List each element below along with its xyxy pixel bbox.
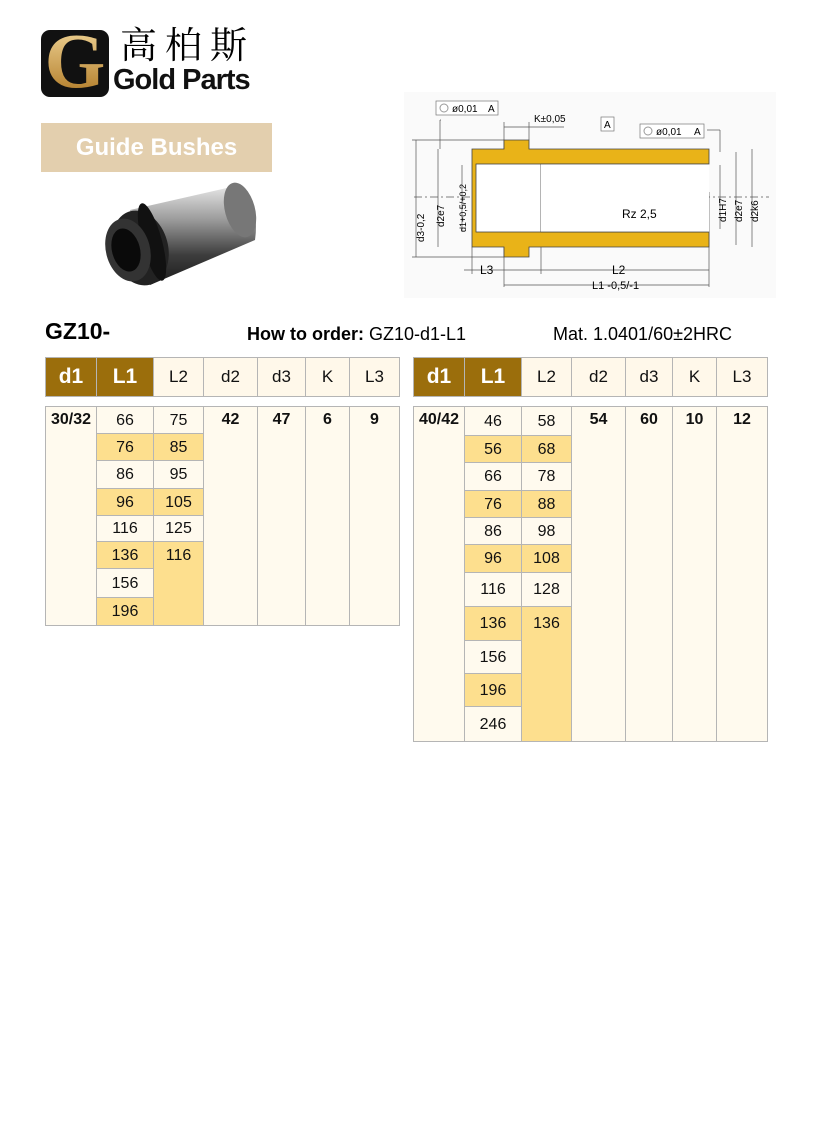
l1-value: 136	[464, 606, 522, 641]
l2-value: 78	[521, 462, 572, 491]
l1-value: 96	[96, 488, 154, 516]
l1-value: 86	[464, 517, 522, 545]
l1-value: 56	[464, 435, 522, 463]
d3-value: 47	[257, 406, 306, 626]
d1h7-label: d1H7	[718, 198, 729, 222]
l3-value: 12	[716, 406, 768, 742]
l1-value: 46	[464, 406, 522, 436]
l1-value: 76	[96, 433, 154, 461]
order-info	[247, 324, 466, 345]
l2-value: 88	[521, 490, 572, 518]
d1-value: 40/42	[413, 406, 465, 742]
d2k6-label: d2k6	[750, 200, 761, 222]
l1-value: 196	[464, 673, 522, 707]
guide-bush-photo	[90, 180, 270, 310]
brand-name: Gold Parts	[113, 64, 250, 96]
l1-value: 156	[96, 568, 154, 598]
concentricity-tolerance-right: ø0,01	[656, 127, 682, 138]
k-value: 6	[305, 406, 350, 626]
l1-value: 136	[96, 541, 154, 569]
l1-value: 156	[464, 640, 522, 674]
column-header-d3: d3	[625, 357, 673, 397]
l1-value: 196	[96, 597, 154, 626]
datum-ref-right: A	[694, 127, 701, 138]
l1-value: 86	[96, 460, 154, 489]
column-header-l2: L2	[153, 357, 204, 397]
d2-value: 54	[571, 406, 626, 742]
l2-value: 95	[153, 460, 204, 489]
concentricity-tolerance-left: ø0,01	[452, 104, 478, 115]
column-header-l1: L1	[96, 357, 154, 397]
l1-value: 246	[464, 706, 522, 742]
l3-value: 9	[349, 406, 400, 626]
product-code: GZ10-	[45, 318, 111, 344]
d2-value: 42	[203, 406, 258, 626]
d3-value: 60	[625, 406, 673, 742]
d1-label-left: d1+0,5/+0,2	[458, 183, 468, 232]
l2-value: 85	[153, 433, 204, 461]
l1-value: 116	[464, 572, 522, 607]
l1-value: 76	[464, 490, 522, 518]
column-header-l3: L3	[349, 357, 400, 397]
column-header-d1: d1	[45, 357, 97, 397]
l2-label: L2	[612, 263, 626, 277]
column-header-d2: d2	[203, 357, 258, 397]
order-label: How to order:	[247, 324, 364, 344]
section-banner: Guide Bushes	[41, 123, 272, 172]
column-header-l3: L3	[716, 357, 768, 397]
l2-value: 125	[153, 515, 204, 542]
order-value: GZ10-d1-L1	[369, 324, 467, 344]
d2-label-left: d2e7	[436, 204, 447, 227]
l2-value: 68	[521, 435, 572, 463]
column-header-d1: d1	[413, 357, 465, 397]
l2-value: 105	[153, 488, 204, 516]
column-header-d2: d2	[571, 357, 626, 397]
l1-label: L1 -0,5/-1	[592, 280, 640, 292]
l1-value: 116	[96, 515, 154, 542]
l2-value: 58	[521, 406, 572, 436]
technical-drawing	[404, 92, 776, 298]
l1-value: 96	[464, 544, 522, 573]
column-header-l1: L1	[464, 357, 522, 397]
datum-ref-left: A	[488, 104, 495, 115]
k-value: 10	[672, 406, 717, 742]
column-header-l2: L2	[521, 357, 572, 397]
l2-value: 75	[153, 406, 204, 434]
brand-chinese-name: 高柏斯	[120, 24, 255, 67]
l1-value: 66	[464, 462, 522, 491]
column-header-d3: d3	[257, 357, 306, 397]
l2-value: 128	[521, 572, 572, 607]
d3-label: d3-0,2	[416, 213, 427, 242]
d2-label-right: d2e7	[734, 199, 745, 222]
material-info: Mat. 1.0401/60±2HRC	[553, 324, 732, 344]
l1-value: 66	[96, 406, 154, 434]
l2-value: 108	[521, 544, 572, 573]
d1-value: 30/32	[45, 406, 97, 626]
logo-letter: G	[41, 24, 109, 97]
l2-value: 98	[521, 517, 572, 545]
column-header-k: K	[305, 357, 350, 397]
roughness-label: Rz 2,5	[622, 207, 657, 221]
l3-label: L3	[480, 263, 494, 277]
datum-a: A	[604, 120, 611, 131]
column-header-k: K	[672, 357, 717, 397]
k-tolerance: K±0,05	[534, 114, 566, 125]
l2-value: 116	[153, 541, 204, 626]
l2-value: 136	[521, 606, 572, 742]
